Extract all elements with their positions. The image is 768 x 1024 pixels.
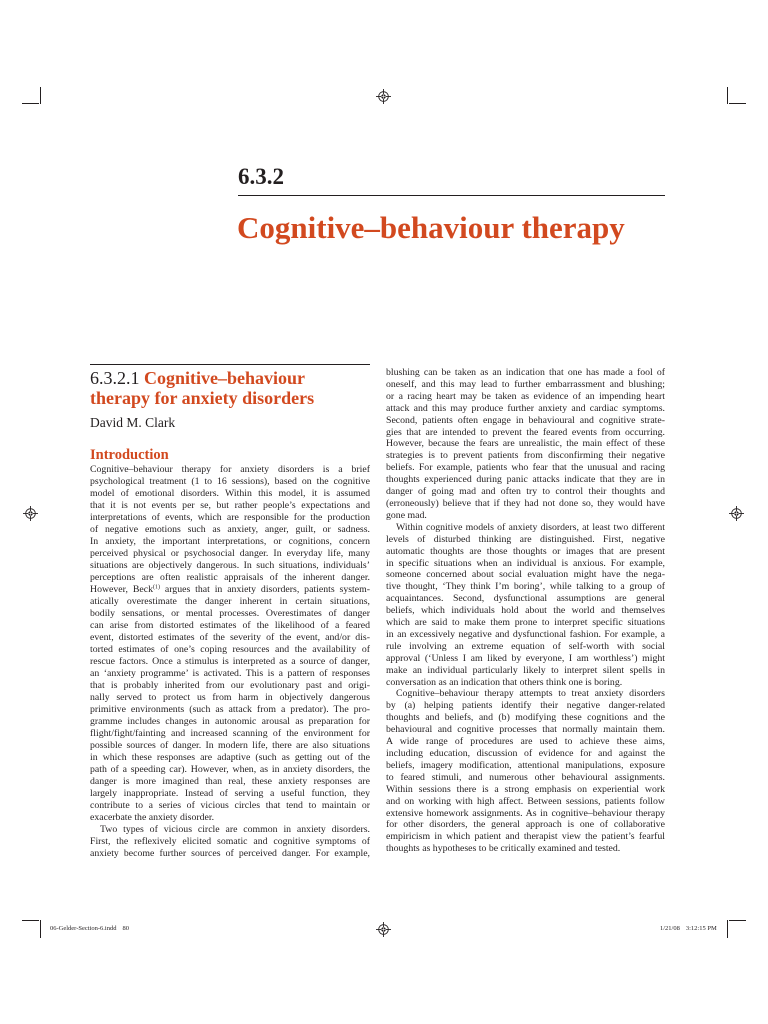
text-line: flight/fight/fainting and increased scanning of the environment for (90, 728, 370, 739)
text-line: (erroneously) believe that if they had not done so, they would have (386, 497, 665, 509)
text-line: Second, patients often engage in behavioural and cognitive strate- (386, 414, 665, 426)
text-line: for other disorders, the general approach is one of collaborative (386, 819, 665, 831)
text-line: However, because the fears are unrealistic, the main effect of these (386, 438, 665, 450)
text-line: to feared stimuli, and numerous other behavioural assignments. (386, 771, 665, 783)
body-paragraph (386, 367, 665, 522)
introduction-heading: Introduction (90, 447, 169, 463)
text-line: beliefs, imagery modification, attentional manipulations, exposure (386, 759, 665, 771)
right-column (386, 367, 665, 855)
text-line: model of emotional disorders. Within this model, it is assumed (90, 488, 370, 499)
text-line: perceived physical or psychosocial danger. In everyday life, many (90, 548, 370, 559)
subsection-title: therapy for anxiety disorders (90, 388, 315, 408)
text-line: danger of going mad and often try to control their thoughts and (386, 486, 665, 498)
author-name: David M. Clark (90, 415, 176, 430)
text-line: primitive environments (such as attack from a predator). The pro- (90, 704, 370, 715)
text-line: of negative emotions such as anxiety, anger, guilt, or sadness. (90, 524, 370, 535)
text-line: In anxiety, the important interpretations, or cognitions, concern (90, 536, 370, 547)
text-line: and on working with high affect. Between sessions, patients follow (386, 795, 665, 807)
registration-mark-icon (376, 922, 391, 937)
text-line: oneself, and this may lead to further embarrassment and blushing; (386, 378, 665, 390)
subsection-heading-line (90, 368, 375, 388)
citation-superscript: (1) (152, 584, 160, 591)
text-line: event, distorted estimates of the severity of the event, and/or dis- (90, 632, 370, 643)
print-slug-file (50, 925, 129, 933)
print-slug-timestamp (660, 925, 717, 933)
text-line: perceptions are often realistic appraisals of the inherent danger. (90, 572, 370, 583)
registration-mark-icon (729, 506, 744, 521)
text-segment: However, Beck (90, 584, 153, 595)
text-line: rule involving an extreme equation of self-worth with social (386, 640, 665, 652)
text-line: beliefs. For example, patients who fear that the unusual and racing (386, 462, 665, 474)
text-line: Cognitive–behaviour therapy attempts to treat anxiety disorders (396, 688, 665, 700)
text-line: an ‘anxiety programme’ is activated. This is a pattern of responses (90, 668, 370, 679)
text-line: exacerbate the anxiety disorder. (90, 812, 215, 823)
page-number: 80 (122, 925, 129, 932)
text-line: nally served to protect us from harm in objectively dangerous (90, 692, 370, 703)
subsection-heading (90, 368, 375, 408)
chapter-title: Cognitive–behaviour therapy (237, 210, 625, 245)
text-line: A wide range of procedures are used to achieve these aims, (386, 736, 665, 748)
subsection-title: Cognitive–behaviour (144, 368, 306, 388)
text-line: anxiety become further sources of perceived danger. For example, (90, 848, 370, 859)
text-line: path of a speeding car). However, when, as in anxiety disorders, the (90, 764, 370, 775)
body-paragraph (90, 464, 370, 824)
body-paragraph (386, 522, 665, 689)
text-line: situations are objectively dangerous. In such situations, individuals’ (90, 560, 370, 571)
registration-mark-icon (376, 89, 391, 104)
text-line: Within sessions there is a strong emphasis on experiential work (386, 783, 665, 795)
header-rule (238, 195, 665, 196)
text-line: danger is more imagined than real, these anxiety responses are (90, 776, 370, 787)
text-line: thoughts as hypotheses to be critically examined and tested. (386, 843, 621, 855)
text-line: possible sources of danger. In modern life, there are also situations (90, 740, 370, 751)
text-line: blushing can be taken as an indication that one has made a fool of (386, 367, 665, 378)
text-line: psychological treatment (1 to 16 sessions), based on the cognitive (90, 476, 370, 487)
text-line: interpretations of events, which are responsible for the production (90, 512, 370, 523)
text-line: extensive homework assignments. As in cognitive–behaviour therapy (386, 807, 665, 819)
text-line: largely inappropriate. Instead of serving a useful function, they (90, 788, 370, 799)
left-column (90, 464, 370, 860)
text-line: in specific situations when an individual is anxious. For example, (386, 557, 665, 569)
text-line: bodily sensations, or mental processes. Overestimates of danger (90, 608, 370, 619)
body-paragraph (386, 688, 665, 855)
text-line: someone concerned about social evaluation might have the nega- (386, 569, 665, 581)
text-line: attack and this may produce further anxiety and cardiac symptoms. (386, 402, 665, 414)
text-line: Two types of vicious circle are common in anxiety disorders. (100, 824, 370, 835)
text-line: rescue factors. Once a stimulus is interpreted as a source of danger, (90, 656, 370, 667)
text-line: make an individual particularly likely to interpret silent spells in (386, 664, 665, 676)
text-line: torted estimates of one’s coping resources and the availability of (90, 644, 370, 655)
text-line: by (a) helping patients identify their negative danger-related (386, 700, 665, 712)
text-line: levels of disturbed thinking are distinguished. First, negative (386, 533, 665, 545)
text-line: that it is not events per se, but rather people’s expectations and (90, 500, 370, 511)
text-line: First, the reflexively elicited somatic and cognitive symptoms of (90, 836, 370, 847)
text-line: in which these responses are adaptive (such as getting out of the (90, 752, 370, 763)
print-time: 3:12:15 PM (685, 925, 717, 932)
subsection-number: 6.3.2.1 (90, 368, 140, 388)
text-line: approval (‘Unless I am liked by everyone, I am worthless’) might (386, 652, 665, 664)
text-line: Cognitive–behaviour therapy for anxiety disorders is a brief (90, 464, 370, 475)
subsection-rule (90, 364, 370, 365)
text-line: Within cognitive models of anxiety disorders, at least two different (396, 521, 665, 533)
body-paragraph (90, 824, 370, 860)
text-line: atically overestimate the danger inherent in certain situations, (90, 596, 370, 607)
text-line: including education, discussion of evidence for and against the (386, 748, 665, 759)
text-line: gramme includes changes in autonomic arousal as preparation for (90, 716, 370, 727)
text-line: thoughts experienced during panic attacks indicate that they are in (386, 474, 665, 486)
subsection-heading-line (90, 388, 375, 408)
text-line: thoughts and beliefs, and (b) modifying these cognitions and the (386, 712, 665, 724)
text-line: empiricism in which patient and therapist view the patient’s fearful (386, 831, 665, 843)
text-line: can arise from distorted estimates of the likelihood of a feared (90, 620, 370, 631)
text-line (90, 584, 370, 596)
text-line: acquaintances. Second, dysfunctional assumptions are general (386, 593, 665, 605)
text-line: or a racing heart may be taken as evidence of an impending heart (386, 390, 665, 402)
text-line: in an excessively negative and dysfunctional fashion. For example, a (386, 628, 665, 640)
text-line: which are said to make them prone to interpret specific situations (386, 617, 665, 629)
text-line: beliefs, which individuals hold about the world and themselves (386, 605, 665, 617)
print-date: 1/21/08 (660, 925, 680, 932)
file-name: 06-Gelder-Section-6.indd (50, 925, 117, 932)
section-number: 6.3.2 (238, 164, 284, 189)
text-line: behavioural and cognitive processes that normally maintain them. (386, 724, 665, 736)
text-segment: argues that in anxiety disorders, patients system- (159, 584, 371, 595)
text-line: gone mad. (386, 509, 427, 521)
text-line: conversation as an indication that others think one is boring. (386, 676, 623, 688)
text-line: contribute to a series of vicious circles that tend to maintain or (90, 800, 370, 811)
text-line: that is probably inherited from our evolutionary past and origi- (90, 680, 370, 691)
text-line: gies that are intended to prevent the feared events from occurring. (386, 426, 665, 438)
text-line: tive thought, ‘They think I’m boring’, while talking to a group of (386, 581, 665, 593)
text-line: automatic thoughts are those thoughts or images that are present (386, 545, 665, 557)
registration-mark-icon (23, 506, 38, 521)
text-line: strategies is to prevent patients from disconfirming their negative (386, 450, 665, 462)
